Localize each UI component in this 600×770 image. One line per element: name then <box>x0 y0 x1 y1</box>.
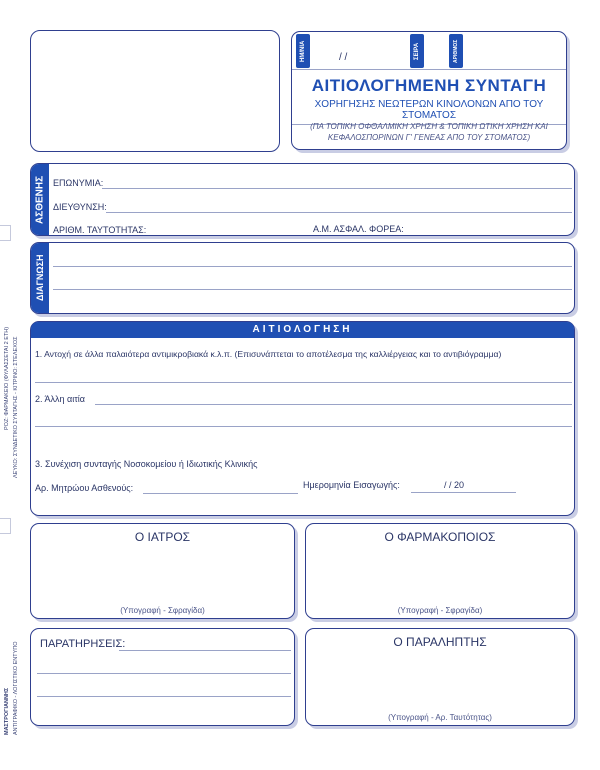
justification-box <box>30 321 575 516</box>
header-box <box>291 31 567 150</box>
recipient-box <box>305 628 575 726</box>
remarks-line-2[interactable] <box>37 673 291 674</box>
pharmacist-box <box>305 523 575 619</box>
reason-3: 3. Συνέχιση συνταγής Νοσοκομείου ή Ιδιωτικής Κλινικής <box>35 459 258 469</box>
remarks-line-1[interactable] <box>119 650 291 651</box>
patient-id-label: ΑΡΙΘΜ. ΤΑΥΤΟΤΗΤΑΣ: <box>53 225 147 235</box>
reason-1-line-1[interactable] <box>35 382 572 383</box>
diagnosis-line-1[interactable] <box>53 266 572 267</box>
diagnosis-line-2[interactable] <box>53 289 572 290</box>
diagnosis-box <box>30 242 575 314</box>
patient-name-label: ΕΠΩΝΥΜΙΑ: <box>53 178 104 188</box>
fold-mark-2 <box>0 518 11 534</box>
remarks-line-3[interactable] <box>37 696 291 697</box>
margin-text-3: ΜΑΣΤΡΟΓΙΑΝΝΗΣ <box>4 687 10 735</box>
insurance-label: Α.Μ. ΑΣΦΑΛ. ΦΟΡΕΑ: <box>313 224 404 234</box>
reason-2: 2. Άλλη αιτία <box>35 394 85 404</box>
date-tab: ΗΜ/ΝΙΑ <box>296 34 310 68</box>
number-tab: ΑΡΙΘΜΟΣ <box>449 34 463 68</box>
patient-box <box>30 163 575 236</box>
date-field[interactable]: / / <box>339 52 348 63</box>
record-number-field[interactable] <box>143 493 298 494</box>
admission-date-field[interactable]: / / 20 <box>444 480 465 490</box>
margin-text-2: ΛΕΥΚΟ: ΣΥΝΔΕΤΙΚΟ ΣΥΝΤΑΓΗΣ - ΚΙΤΡΙΝΟ: ΣΤΕΛΕΧΟΣ <box>13 336 19 478</box>
justification-header: ΑΙΤΙΟΛΟΓΗΣΗ <box>31 322 574 338</box>
recipient-sign-hint: (Υπογραφή - Αρ. Ταυτότητας) <box>388 713 492 722</box>
doctor-title: Ο ΙΑΤΡΟΣ <box>134 530 191 544</box>
series-tab: ΣΕΙΡΑ <box>410 34 424 68</box>
doctor-box <box>30 523 295 619</box>
diagnosis-tab: ΔΙΑΓΝΩΣΗ <box>31 243 49 313</box>
patient-name-field[interactable] <box>102 188 572 189</box>
patient-address-field[interactable] <box>106 212 572 213</box>
margin-text-4: ΑΝΤΙΓΡΑΦΙΚΟ - ΛΟΓΙΣΤΙΚΟ ΕΝΤΥΠΟ <box>13 641 19 735</box>
admission-date-line <box>411 492 516 493</box>
form-subtitle: ΧΟΡΗΓΗΣΗΣ ΝΕΩΤΕΡΩΝ ΚΙΝΟΛΟΝΩΝ ΑΠΟ ΤΟΥ ΣΤΟΜΑΤΟΣ <box>292 99 566 125</box>
pharmacist-sign-hint: (Υπογραφή - Σφραγίδα) <box>397 606 483 615</box>
form-title: ΑΙΤΙΟΛΟΓΗΜΕΝΗ ΣΥΝΤΑΓΗ <box>311 76 547 95</box>
reason-1: 1. Αντοχή σε άλλα παλαιότερα αντιμικροβιακά κ.λ.π. (Επισυνάπτεται το αποτέλεσμα της καλλιέργειας και το αντιβιόγραμμα) <box>35 349 502 359</box>
form-note-2: ΚΕΦΑΛΟΣΠΟΡΙΝΩΝ Γ' ΓΕΝΕΑΣ ΑΠΟ ΤΟΥ ΣΤΟΜΑΤΟΣ) <box>327 133 531 142</box>
patient-tab: ΑΣΘΕΝΗΣ <box>31 164 49 235</box>
pharmacist-title: Ο ΦΑΡΜΑΚΟΠΟΙΟΣ <box>384 530 496 544</box>
remarks-title: ΠΑΡΑΤΗΡΗΣΕΙΣ: <box>40 638 126 650</box>
doctor-sign-hint: (Υπογραφή - Σφραγίδα) <box>120 606 205 615</box>
margin-text-1: ΡΟΖ: ΦΑΡΜΑΚΕΙΟ (ΦΥΛΑΣΣΕΤΑΙ 2 ΕΤΗ) <box>4 326 10 430</box>
admission-date-label: Ημερομηνία Εισαγωγής: <box>303 480 400 490</box>
record-number-label: Αρ. Μητρώου Ασθενούς: <box>35 483 134 493</box>
recipient-title: Ο ΠΑΡΑΛΗΠΤΗΣ <box>393 635 487 649</box>
fold-mark-1 <box>0 225 11 241</box>
form-note-1: (ΠΑ ΤΟΠΙΚΗ ΟΦΘΑΛΜΙΚΗ ΧΡΗΣΗ & ΤΟΠΙΚΗ ΩΤΙΚΗ ΧΡΗΣΗ ΚΑΙ <box>310 122 548 131</box>
reason-2-line-1[interactable] <box>95 404 572 405</box>
remarks-box <box>30 628 295 726</box>
reason-2-line-2[interactable] <box>35 426 572 427</box>
patient-address-label: ΔΙΕΥΘΥΝΣΗ: <box>53 202 107 212</box>
blank-stamp-box <box>30 30 280 152</box>
